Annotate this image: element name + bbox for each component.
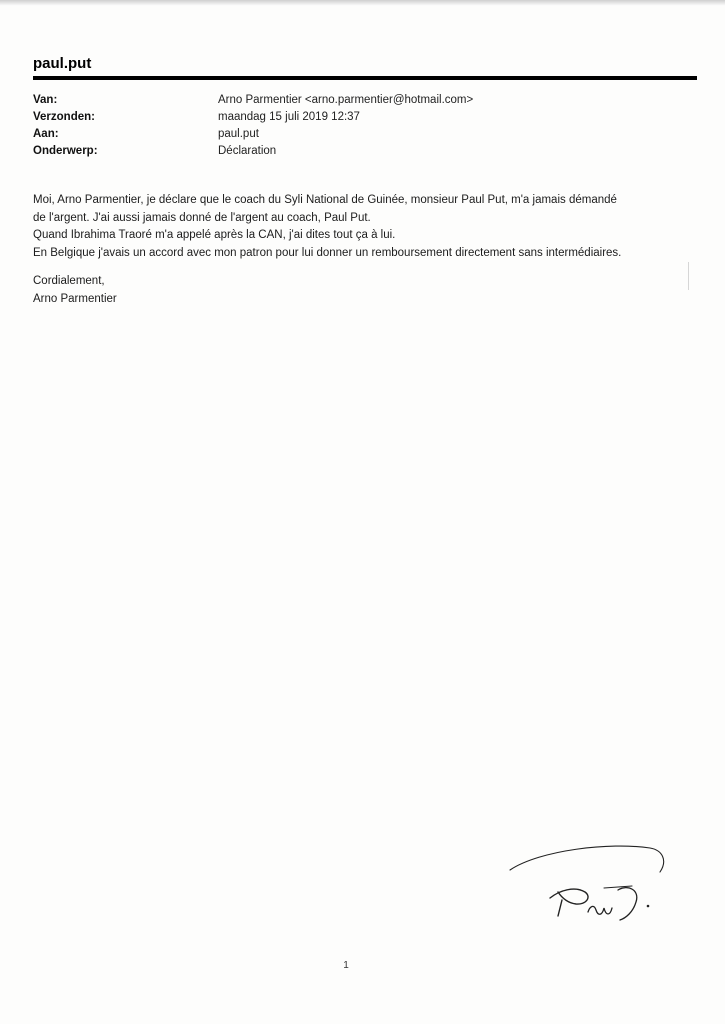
field-subject — [33, 143, 693, 160]
field-from — [33, 92, 693, 109]
field-label: Verzonden: — [33, 111, 95, 123]
scan-edge — [0, 0, 725, 6]
email-header-fields — [33, 92, 693, 160]
page-number: 1 — [343, 960, 349, 971]
field-value: maandag 15 juli 2019 12:37 — [218, 111, 360, 123]
body-line: Quand Ibrahima Traoré m'a appelé après la CAN, j'ai dites tout ça à lui. — [33, 229, 396, 241]
field-value: Arno Parmentier <arno.parmentier@hotmail.com> — [218, 94, 474, 106]
email-body — [33, 192, 693, 262]
email-closing — [33, 272, 117, 308]
closing-greeting: Cordialement, — [33, 275, 105, 287]
body-line: de l'argent. J'ai aussi jamais donné de l'argent au coach, Paul Put. — [33, 211, 371, 224]
body-line: Moi, Arno Parmentier, je déclare que le coach du Syli National de Guinée, monsieur Paul Put, m'a jamais démandé — [33, 194, 617, 206]
field-sent — [33, 109, 693, 126]
field-to — [33, 126, 693, 143]
mailbox-name: paul.put — [33, 55, 92, 72]
field-value: Déclaration — [218, 145, 277, 157]
field-label: Onderwerp: — [33, 145, 98, 157]
closing-name: Arno Parmentier — [33, 293, 117, 305]
scan-artifact — [688, 262, 689, 290]
header-divider — [33, 76, 697, 80]
field-value: paul.put — [218, 128, 259, 140]
body-line: En Belgique j'avais un accord avec mon patron pour lui donner un remboursement directement sans intermédiaires. — [33, 246, 622, 259]
handwritten-signature-icon — [500, 820, 680, 940]
field-label: Van: — [33, 94, 58, 106]
field-label: Aan: — [33, 128, 59, 140]
